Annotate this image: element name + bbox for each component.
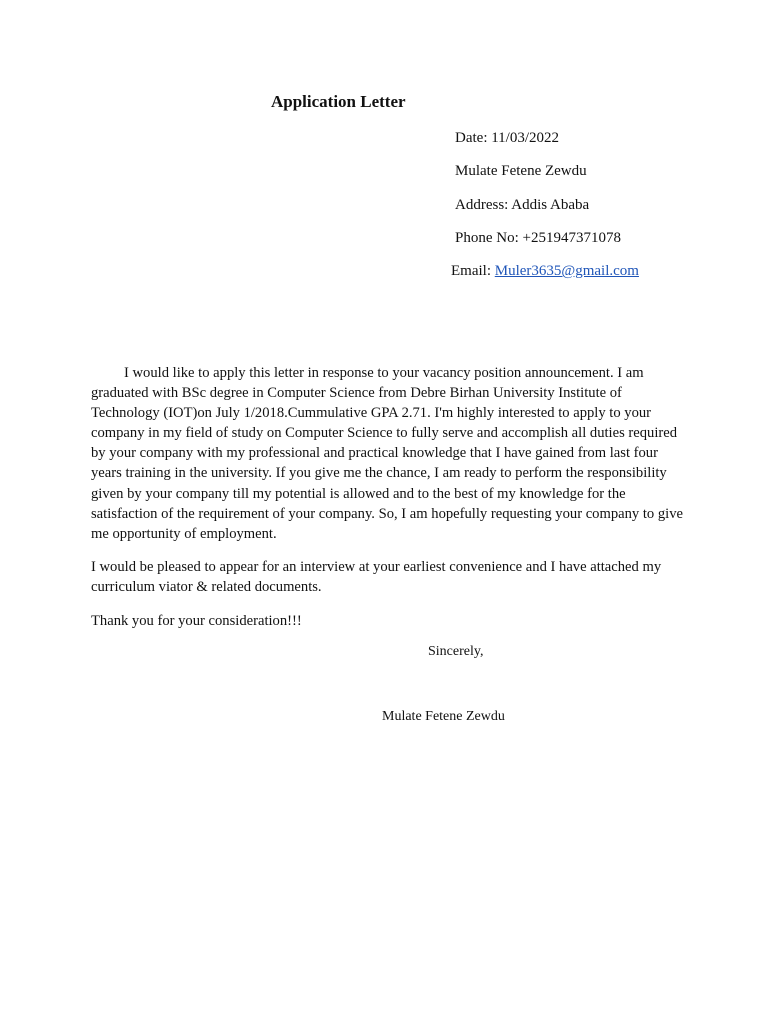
email-line <box>451 263 639 280</box>
letter-title: Application Letter <box>271 92 406 111</box>
signature-name: Mulate Fetene Zewdu <box>382 709 505 724</box>
email-link[interactable]: Muler3635@gmail.com <box>494 263 639 279</box>
body-paragraph-2: I would be pleased to appear for an interview at your earliest convenience and I have attached my curriculum viator & related documents. <box>91 559 662 596</box>
phone-line: Phone No: +251947371078 <box>455 230 621 246</box>
sender-name-line: Mulate Fetene Zewdu <box>455 163 587 179</box>
closing-salutation: Sincerely, <box>428 644 484 659</box>
address-line: Address: Addis Ababa <box>455 197 590 213</box>
email-label: Email: <box>451 263 495 279</box>
date-line: Date: 11/03/2022 <box>455 130 560 146</box>
body-paragraph-3: Thank you for your consideration!!! <box>91 613 302 629</box>
body-paragraph-1: I would like to apply this letter in response to your vacancy position announcement. I am graduated with BSc degree in Computer Science from Debre Birhan University Institute of Technology (IOT)on July 1/2018.Cummulative GPA 2.71. I'm highly interested to apply to your company in my field of study on Computer Science to fully serve and accomplish all duties required by your company with my professional and practical knowledge that I have gained from last four years training in the university. If you give me the chance, I am ready to perform the responsibility given by your company till my potential is allowed and to the best of my knowledge for the satisfaction of the requirement of your company. So, I am hopefully requesting your company to give me opportunity of employment. <box>91 365 683 542</box>
